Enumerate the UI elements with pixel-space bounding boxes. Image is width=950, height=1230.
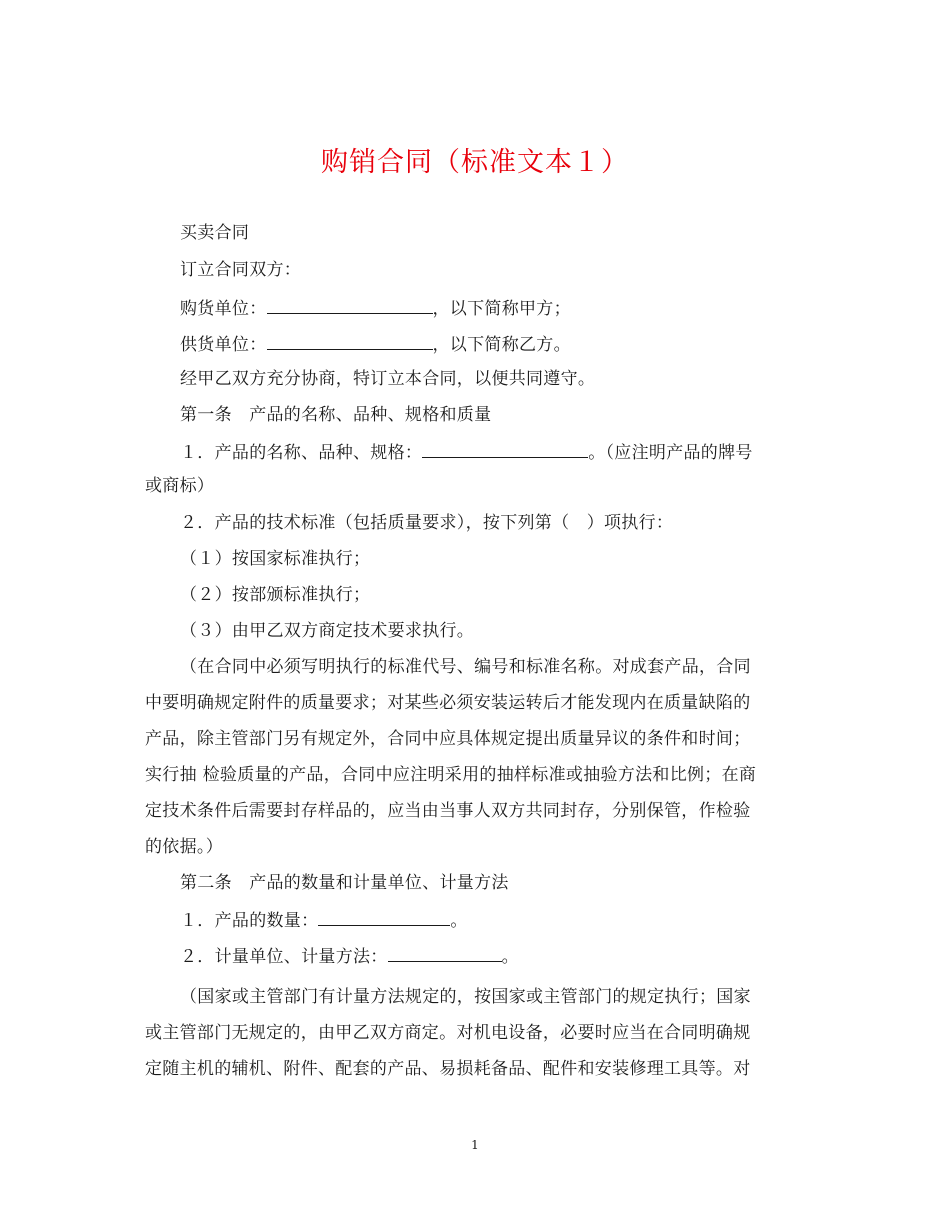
- text-line: 定随主机的辅机、附件、配套的产品、易损耗备品、配件和安装修理工具等。对: [145, 1059, 751, 1079]
- text-line: [180, 908, 468, 932]
- page-number: 1: [471, 1138, 479, 1152]
- blank-field: [422, 440, 588, 458]
- text-line: （国家或主管部门有计量方法规定的，按国家或主管部门的规定执行；国家: [180, 987, 751, 1007]
- text-line: 的依据。）: [145, 837, 223, 857]
- field-suffix: ，以下简称乙方。: [432, 335, 571, 355]
- text-line: [180, 296, 571, 320]
- blank-field: [318, 908, 450, 926]
- blank-field: [388, 944, 502, 962]
- field-label: ２．计量单位、计量方法：: [180, 947, 388, 967]
- document-title: 购销合同（标准文本１）: [321, 147, 629, 178]
- text-line: （１）按国家标准执行；: [180, 549, 371, 569]
- section-heading: 第二条 产品的数量和计量单位、计量方法: [180, 873, 509, 893]
- text-line: 或商标）: [145, 476, 215, 496]
- field-label: 购货单位：: [180, 299, 267, 319]
- field-suffix: 。: [501, 947, 519, 967]
- blank-field: [267, 296, 433, 314]
- text-line: [180, 332, 571, 356]
- blank-field: [267, 332, 433, 350]
- text-line: 实行抽 检验质量的产品，合同中应注明采用的抽样标准或抽验方法和比例；在商: [145, 765, 757, 785]
- field-suffix: 。: [450, 911, 468, 931]
- text-line: 买卖合同: [180, 223, 250, 243]
- field-suffix: 。（应注明产品的牌号: [588, 443, 753, 463]
- text-line: （３）由甲乙双方商定技术要求执行。: [180, 621, 475, 641]
- text-line: [180, 440, 753, 464]
- field-label: １．产品的名称、品种、规格：: [180, 443, 423, 463]
- text-line: [180, 944, 519, 968]
- text-line: 产品，除主管部门另有规定外，合同中应具体规定提出质量异议的条件和时间；: [145, 729, 751, 749]
- text-line: 或主管部门无规定的，由甲乙双方商定。对机电设备，必要时应当在合同明确规: [145, 1023, 751, 1043]
- field-suffix: ，以下简称甲方；: [432, 299, 571, 319]
- text-line: （２）按部颁标准执行；: [180, 585, 371, 605]
- text-line: ２．产品的技术标准（包括质量要求），按下列第（ ）项执行：: [180, 513, 674, 533]
- text-line: 订立合同双方：: [180, 260, 302, 280]
- text-line: （在合同中必须写明执行的标准代号、编号和标准名称。对成套产品，合同: [180, 657, 751, 677]
- text-line: 定技术条件后需要封存样品的，应当由当事人双方共同封存，分别保管，作检验: [145, 801, 751, 821]
- field-label: １．产品的数量：: [180, 911, 319, 931]
- text-line: 中要明确规定附件的质量要求；对某些必须安装运转后才能发现内在质量缺陷的: [145, 693, 751, 713]
- field-label: 供货单位：: [180, 335, 267, 355]
- text-line: 经甲乙双方充分协商，特订立本合同，以便共同遵守。: [180, 369, 596, 389]
- section-heading: 第一条 产品的名称、品种、规格和质量: [180, 405, 492, 425]
